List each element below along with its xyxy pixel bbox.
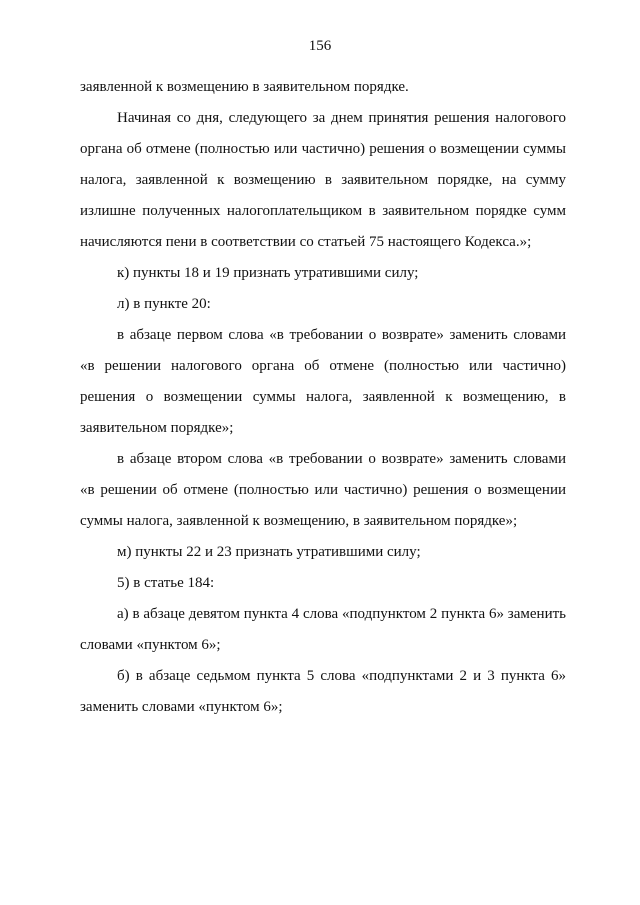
paragraph-second-abzac: в абзаце втором слова «в требовании о возврате» заменить словами «в решении об отмене (полностью или частично) решения о возмещении суммы налога, заявленной к возмещению, в заявительном порядке»; xyxy=(80,451,566,529)
paragraph-penalties: Начиная со дня, следующего за днем принятия решения налогового органа об отмене (полностью или частично) решения о возмещении суммы налога, заявленной к возмещению в заявительном порядке, на сумму излишне полученных налогоплательщиком в заявительном порядке сумм начисляются пени в соответствии со статьей 75 настоящего Кодекса.»; xyxy=(80,110,566,250)
paragraph-item-a: а) в абзаце девятом пункта 4 слова «подпунктом 2 пункта 6» заменить словами «пунктом 6»; xyxy=(80,606,566,653)
document-body xyxy=(80,72,566,723)
paragraph-item-k: к) пункты 18 и 19 признать утратившими силу; xyxy=(117,265,419,281)
paragraph-item-b: б) в абзаце седьмом пункта 5 слова «подпунктами 2 и 3 пункта 6» заменить словами «пунктом 6»; xyxy=(80,668,566,715)
paragraph-continuation: заявленной к возмещению в заявительном порядке. xyxy=(80,79,409,95)
paragraph-item-m: м) пункты 22 и 23 признать утратившими силу; xyxy=(117,544,421,560)
page-number: 156 xyxy=(308,38,332,54)
paragraph-item-l: л) в пункте 20: xyxy=(117,296,211,312)
paragraph-first-abzac: в абзаце первом слова «в требовании о возврате» заменить словами «в решении налогового органа об отмене (полностью или частично) решения о возмещении суммы налога, заявленной к возмещению, в заявительном порядке»; xyxy=(80,327,566,436)
paragraph-item-5: 5) в статье 184: xyxy=(117,575,215,591)
